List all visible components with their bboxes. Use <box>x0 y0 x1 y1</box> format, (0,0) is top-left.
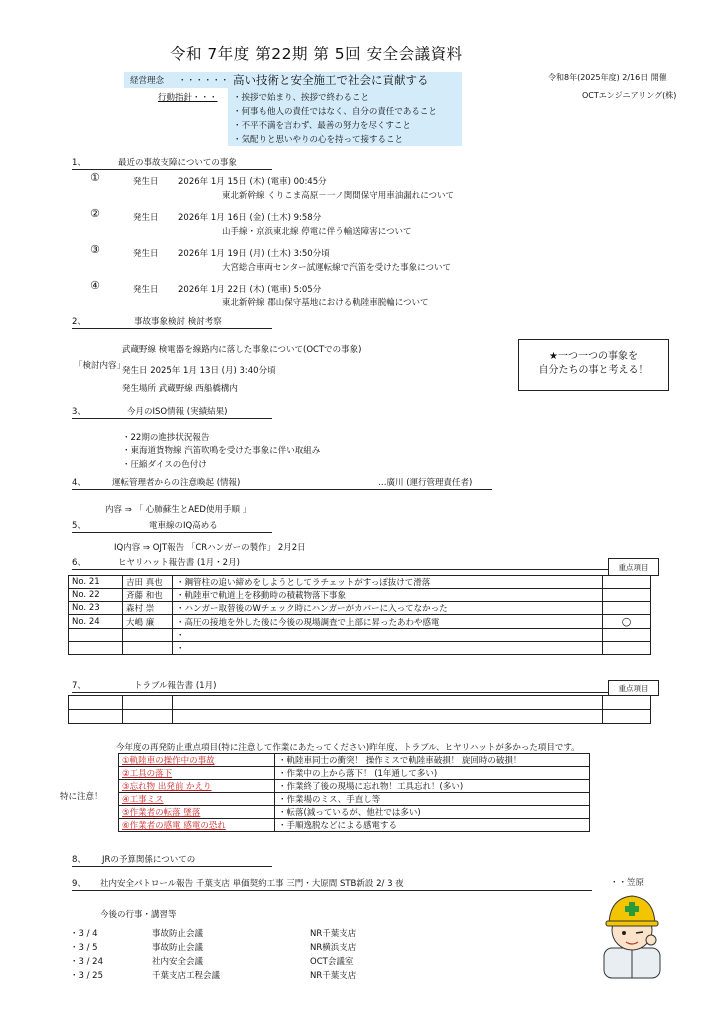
section-title: 電車線のIQ高める <box>149 521 218 531</box>
event-place: OCT会議室 <box>310 957 354 967</box>
table-row: No. 22 斉藤 和也 ・軌陸車で軌道上を移動時の積載物落下事象 <box>69 589 651 602</box>
focus-intro: 今年度の再発防止重点項目(特に注意して作業にあたってください)昨年度、トラブル、ヒヤリハットが多かった項目です。 <box>116 743 580 753</box>
focus-side-label: 特に注意！ <box>60 792 103 802</box>
section-title: トラブル報告書 (1月) <box>134 681 217 691</box>
event-date: ・3 / 5 <box>70 943 98 953</box>
section-2-heading <box>72 315 272 329</box>
section-number: 7、 <box>72 681 86 691</box>
table-row: ⑥作業者の感電 感電の恐れ ・手順逸脱などによる感電する <box>119 819 590 832</box>
review-place: 発生場所 武蔵野線 西船橋構内 <box>122 384 238 394</box>
patrol-person: ・・笠原 <box>610 878 645 888</box>
section-number: 4、 <box>72 478 86 488</box>
incident-number: ③ <box>90 243 100 256</box>
review-label: 「検討内容」 <box>74 361 126 371</box>
guideline-1: ・挨拶で始まり、挨拶で終わること <box>233 93 370 103</box>
table-row: ①軌陸車の操作中の事故 ・軌陸車同士の衝突！ 操作ミスで軌陸車破損！ 旋回時の破損！ <box>119 754 590 767</box>
table-row <box>69 696 651 710</box>
section-number: 5、 <box>72 521 86 531</box>
incident-date: 2026年 1月 15日 (木) (電車) 00:45分 <box>178 177 327 187</box>
section-9-heading <box>72 877 592 891</box>
section-title: 今月のISO情報 (実績結果) <box>127 407 228 417</box>
section-5-heading <box>72 519 272 533</box>
event-date: ・3 / 4 <box>70 929 98 939</box>
section-number: 1、 <box>72 158 86 168</box>
section-title: 社内安全パトロール報告 千葉支店 単価契約工事 三門・大原間 STB新設 2/ 3 夜 <box>100 879 404 889</box>
iso-item: ・東海道貨物線 汽笛吹鳴を受けた事象に伴い取組み <box>122 446 321 456</box>
incident-label: 発生日 <box>133 249 159 259</box>
key-header-6: 重点項目 <box>608 558 659 576</box>
event-name: 千葉支店工程会議 <box>152 971 221 981</box>
section-number: 2、 <box>72 317 86 327</box>
incident-number: ① <box>90 171 100 184</box>
incident-number: ④ <box>90 279 100 292</box>
caution-content: 内容 ⇒ 「 心肺蘇生とAED使用手順 」 <box>105 505 252 515</box>
section-number: 8、 <box>72 855 86 865</box>
section-6-heading <box>72 556 608 570</box>
event-name: 事故防止会議 <box>152 929 204 939</box>
section-title: ヒヤリハット報告書 (1月・2月) <box>118 558 240 568</box>
philosophy-dots: ・・・・・・ <box>178 76 230 86</box>
focus-table <box>118 753 590 832</box>
section-7-heading <box>72 679 608 693</box>
section-number: 6、 <box>72 558 86 568</box>
incident-date: 2026年 1月 19日 (月) (土木) 3:50分頃 <box>178 249 330 259</box>
table-row: ②工具の落下 ・作業中の上から落下！ (1年通して多い) <box>119 767 590 780</box>
section-3-heading <box>72 405 272 419</box>
event-place: NR千葉支店 <box>310 929 357 939</box>
incident-description: 東北新幹線 くりこま高原－一ノ関間保守用車油漏れについて <box>222 191 455 201</box>
section-title: 事故事象検討 検討考察 <box>134 317 222 327</box>
table-row: ・ <box>69 629 651 642</box>
section-8-heading <box>72 853 272 867</box>
event-name: 社内安全会議 <box>152 957 204 967</box>
section-title: JRの予算関係についての <box>102 855 196 865</box>
section-title: 運転管理者からの注意喚起 (情報) <box>112 478 241 488</box>
table-row: ⑤作業者の転落 墜落 ・転落(減っているが、他社では多い) <box>119 806 590 819</box>
incident-label: 発生日 <box>133 213 159 223</box>
table-row: No. 24 大嶋 廉 ・高圧の接地を外した後に今後の現場調査で上部に昇ったあわや感電 ○ <box>69 615 651 629</box>
near-miss-table <box>68 575 651 655</box>
incident-description: 大宮総合車両センター試運転線で汽笛を受けた事象について <box>222 263 451 273</box>
incident-description: 山手線・京浜東北線 停電に伴う輸送障害について <box>222 227 412 237</box>
incident-date: 2026年 1月 16日 (金) (土木) 9:58分 <box>178 213 322 223</box>
philosophy-text: 高い技術と安全施工で社会に貢献する <box>233 73 429 87</box>
iq-content: IQ内容 ⇒ OJT報告 「CRハンガーの製作」 2月2日 <box>114 543 306 553</box>
guideline-2: ・何事も他人の責任ではなく、自分の責任であること <box>233 107 437 117</box>
guideline-label: 行動指針・・・ <box>158 93 218 103</box>
table-row: ③忘れ物 出発前 かえり ・作業終了後の現場に忘れ物！工具忘れ！(多い) <box>119 780 590 793</box>
incident-number: ② <box>90 207 100 220</box>
iso-item: ・22期の進捗状況報告 <box>122 433 210 443</box>
guideline-4: ・気配りと思いやりの心を持って接すること <box>233 135 404 145</box>
table-row <box>69 710 651 724</box>
philosophy-label: 経営理念 <box>130 76 165 86</box>
motto-line-1: ★一つ一つの事象を <box>549 351 638 362</box>
event-date: ・3 / 25 <box>70 971 103 981</box>
incident-date: 2026年 1月 22日 (木) (電車) 5:05分 <box>178 285 322 295</box>
page-title: 令和 7年度 第22期 第 5回 安全会議資料 <box>170 45 463 63</box>
table-row: ④工事ミス ・作業場のミス、手直し等 <box>119 793 590 806</box>
section-4-heading <box>72 476 492 490</box>
worker-mascot-icon <box>598 888 666 980</box>
incident-label: 発生日 <box>133 177 159 187</box>
event-date: ・3 / 24 <box>70 957 103 967</box>
motto-box <box>518 339 669 391</box>
iso-item: ・圧縮ダイスの色付け <box>122 460 207 470</box>
incident-description: 東北新幹線 郡山保守基地における軌陸車脱輪について <box>222 298 429 308</box>
incident-label: 発生日 <box>133 285 159 295</box>
key-header-7: 重点項目 <box>608 680 659 696</box>
section-number: 3、 <box>72 407 86 417</box>
event-place: NR横浜支店 <box>310 943 357 953</box>
table-row: ・ <box>69 642 651 655</box>
trouble-table <box>68 695 651 724</box>
section-person: …廣川 (運行管理責任者) <box>378 478 473 488</box>
events-title: 今後の行事・講習等 <box>100 910 177 920</box>
review-date: 発生日 2025年 1月 13日 (月) 3:40分頃 <box>122 366 276 376</box>
section-title: 最近の事故支障についての事象 <box>118 158 237 168</box>
section-number: 9、 <box>72 879 86 889</box>
motto-line-2: 自分たちの事と考える！ <box>538 365 649 376</box>
event-place: NR千葉支店 <box>310 971 357 981</box>
review-subject: 武蔵野線 検電器を線路内に落した事象について(OCTでの事象) <box>122 345 362 355</box>
guideline-3: ・不平不満を言わず、最善の努力を尽くすこと <box>233 121 411 131</box>
table-row: No. 23 森村 崇 ・ハンガー取替後のWチェック時にハンガーがカバーに入ってなかった <box>69 602 651 615</box>
section-1-heading <box>72 156 272 170</box>
company-name: OCTエンジニアリング(株) <box>582 91 677 100</box>
meeting-date: 令和8年(2025年度) 2/16日 開催 <box>548 73 667 82</box>
table-row: No. 21 吉田 真也 ・鋼管柱の追い締めをしようとしてラチェットがすっぽ抜けて滑落 <box>69 576 651 589</box>
event-name: 事故防止会議 <box>152 943 204 953</box>
